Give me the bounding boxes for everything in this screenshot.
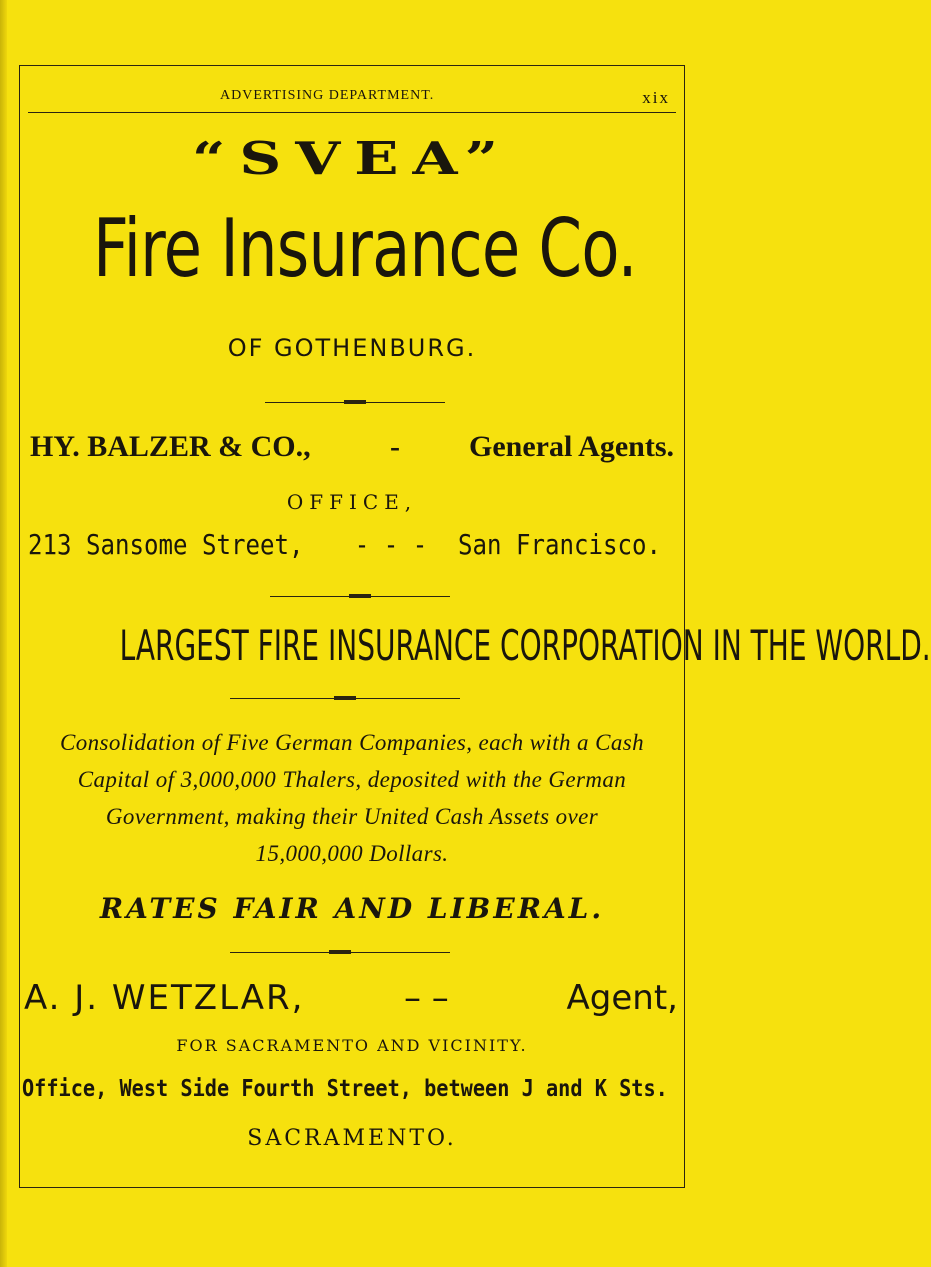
local-agent-dashes: – – [404, 978, 449, 1018]
advertisement-frame [19, 65, 931, 1188]
page-edge [0, 0, 7, 1267]
tagline: LARGEST FIRE INSURANCE CORPORATION IN THE WORLD. [119, 622, 931, 671]
page-number: xix [642, 88, 670, 107]
company-origin: OF GOTHENBURG. [227, 334, 477, 362]
agent-firm: HY. BALZER & CO., [30, 430, 311, 463]
consolidation-line: 15,000,000 Dollars. [255, 841, 449, 866]
divider-rule [265, 402, 445, 403]
consolidation-line: Government, making their United Cash Assets over [105, 804, 599, 829]
svea-title: “SVEA” [192, 132, 512, 186]
agent-role: General Agents. [469, 430, 674, 463]
divider-rule [230, 952, 450, 953]
page-header [20, 88, 684, 110]
local-agent-name: A. J. WETZLAR, [24, 978, 305, 1018]
local-agent-role: Agent, [566, 978, 678, 1018]
agent-dash: - [390, 430, 400, 463]
consolidation-line: Capital of 3,000,000 Thalers, deposited with the German [77, 767, 627, 792]
rates-line: RATES FAIR AND LIBERAL. [99, 892, 605, 925]
company-name: Fire Insurance Co. [93, 202, 637, 295]
consolidation-text [20, 724, 684, 872]
local-office-line: Office, West Side Fourth Street, between J and K Sts. [22, 1076, 668, 1102]
address-street: 213 Sansome Street, [28, 528, 304, 561]
office-label: OFFICE, [286, 490, 418, 514]
divider-rule [270, 596, 450, 597]
address-dashes: - - - [354, 528, 428, 561]
vicinity-line: FOR SACRAMENTO AND VICINITY. [176, 1036, 528, 1055]
city-line: SACRAMENTO. [247, 1126, 457, 1151]
consolidation-line: Consolidation of Five German Companies, each with a Cash [60, 730, 644, 755]
header-rule [28, 112, 676, 113]
divider-rule [230, 698, 460, 699]
address-city: San Francisco. [458, 528, 661, 561]
header-title: ADVERTISING DEPARTMENT. [220, 88, 435, 103]
